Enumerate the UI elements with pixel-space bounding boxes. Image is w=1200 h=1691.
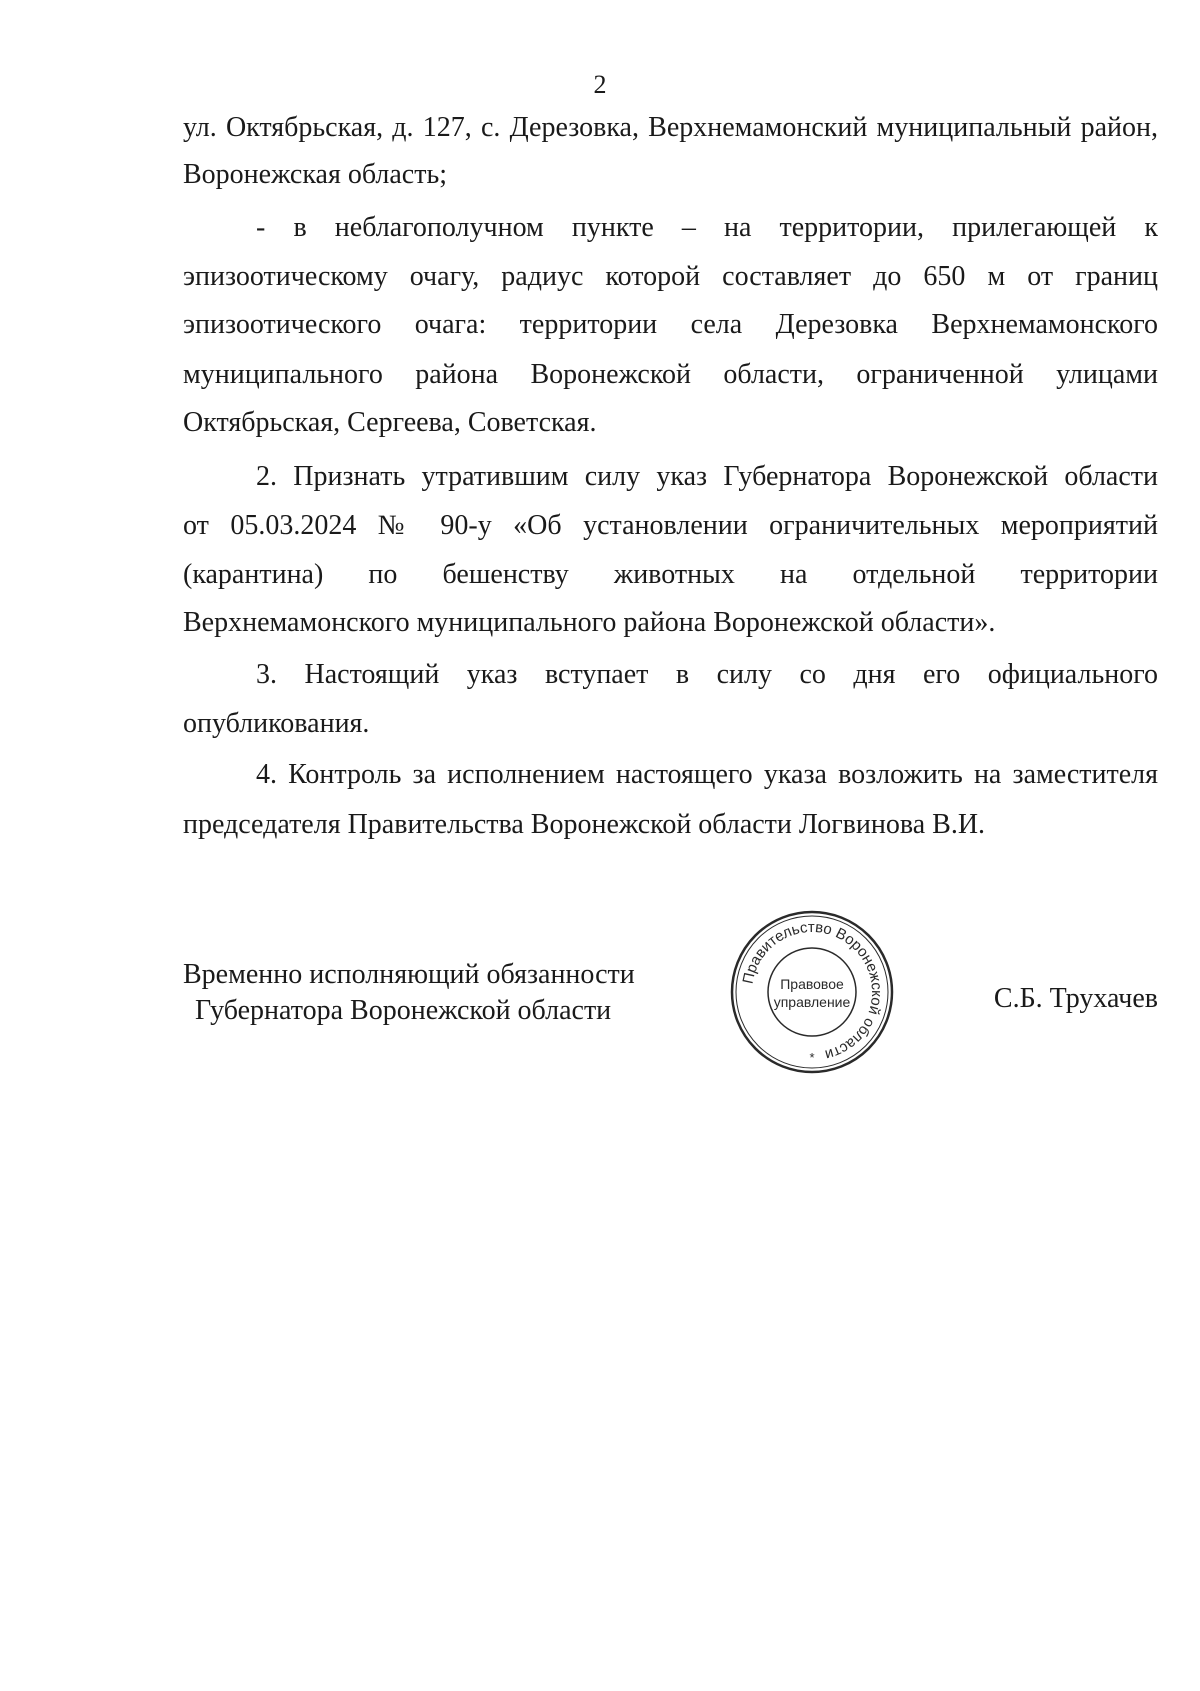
text-line: Воронежская область; [183,159,448,190]
text-line: 4. Контроль за исполнением настоящего указа возложить на заместителя [256,759,1158,790]
stamp-outer-text: Правительство Воронежской области [739,918,886,1064]
text-line: от 05.03.2024 № 90-у «Об установлении ограничительных мероприятий [183,510,1158,541]
stamp-inner-text: Правовое [780,976,844,992]
stamp-outer-ring [732,912,892,1072]
page-number: 2 [593,70,607,99]
text-line: эпизоотического очага: территории села Дерезовка Верхнемамонского [183,309,1158,340]
stamp-inner-ring [768,948,856,1036]
text-line: эпизоотическому очагу, радиус которой составляет до 650 м от границ [183,261,1158,292]
signatory-name: С.Б. Трухачев [993,983,1158,1014]
signatory-position [183,957,635,1029]
text-line: (карантина) по бешенству животных на отдельной территории [183,559,1158,590]
text-line: - в неблагополучном пункте – на территории, прилегающей к [256,212,1158,243]
stamp-inner-text: управление [773,994,851,1010]
text-line: председателя Правительства Воронежской области Логвинова В.И. [183,809,986,840]
text-line: 3. Настоящий указ вступает в силу со дня его официального [256,659,1158,690]
text-line: Верхнемамонского муниципального района Воронежской области». [183,607,996,638]
official-stamp [727,907,897,1077]
position-line: Губернатора Воронежской области [195,995,612,1026]
text-line: 2. Признать утратившим силу указ Губернатора Воронежской области [256,461,1158,492]
stamp-outer-ring-inner [736,916,888,1068]
text-line: Октябрьская, Сергеева, Советская. [183,407,597,438]
stamp-star: * [809,1050,815,1065]
position-line: Временно исполняющий обязанности [183,959,635,990]
text-line: опубликования. [183,708,370,739]
text-line: муниципального района Воронежской области, ограниченной улицами [183,359,1158,390]
text-line: ул. Октябрьская, д. 127, с. Дерезовка, Верхнемамонский муниципальный район, [183,112,1158,143]
